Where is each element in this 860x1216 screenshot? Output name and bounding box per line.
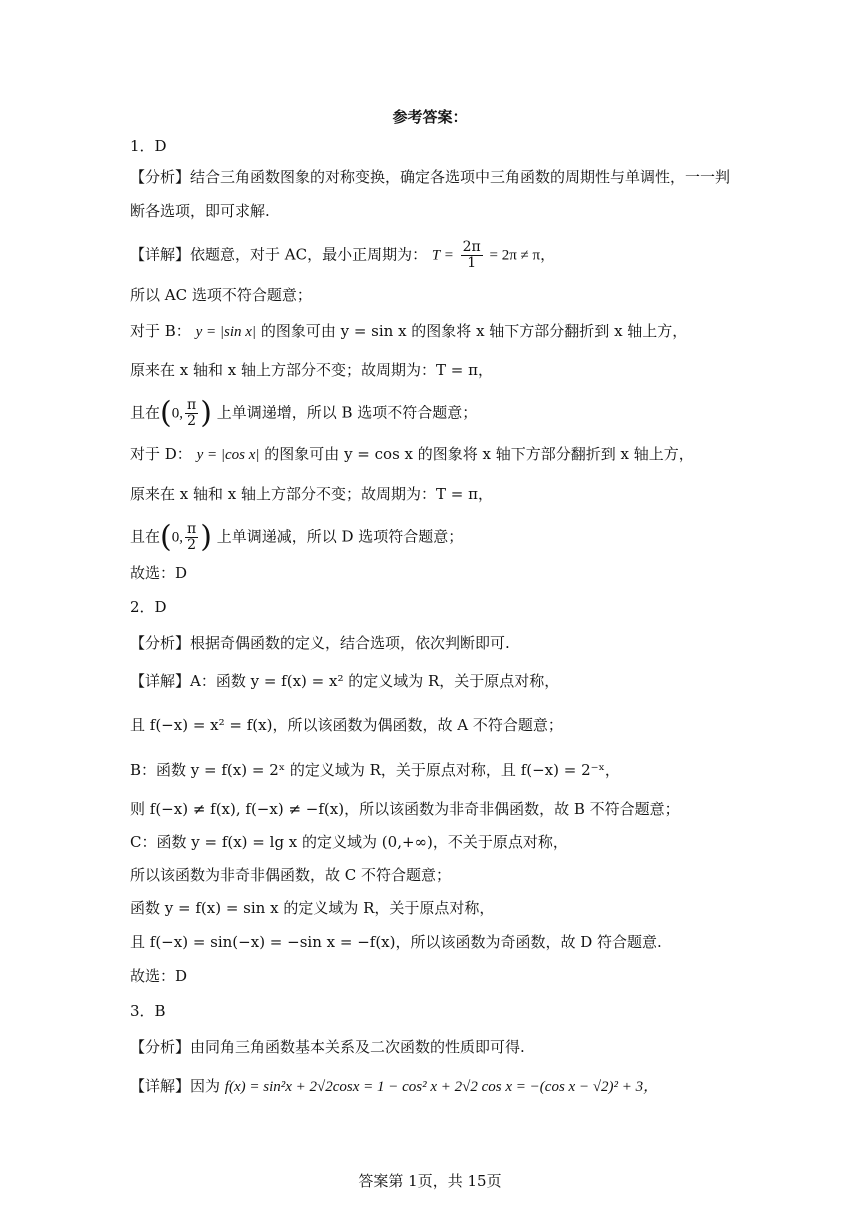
q1-interval-fraction bbox=[185, 398, 198, 429]
q2-detail-c2: 所以该函数为非奇非偶函数，故 C 不符合题意； bbox=[130, 866, 452, 884]
q1-analysis: 【分析】结合三角函数图象的对称变换，确定各选项中三角函数的周期性与单调性，一一判 bbox=[130, 168, 731, 186]
q1-analysis-cont: 断各选项，即可求解. bbox=[130, 202, 270, 220]
q1-detail-prefix: 【详解】依题意，对于 AC，最小正周期为： bbox=[130, 245, 428, 264]
q2-detail-b1: B：函数 y = f(x) = 2ˣ 的定义域为 R，关于原点对称，且 f(−x) = 2⁻ˣ， bbox=[130, 761, 620, 779]
q1-interval-desc: 上单调递增，所以 B 选项不符合题意； bbox=[216, 403, 478, 422]
q1-detail-line-3 bbox=[130, 321, 687, 342]
q1-detail-line-1 bbox=[130, 240, 555, 271]
q1-option-d-label: 对于 D： bbox=[130, 445, 192, 463]
q1-detail-line-5 bbox=[130, 395, 478, 431]
q2-detail-e2: 且 f(−x) = sin(−x) = −sin x = −f(x)，所以该函数为奇函数，故 D 符合题意. bbox=[130, 933, 662, 951]
q1-abs-sin-expr: y = |sin x| bbox=[195, 324, 257, 340]
page-title: 参考答案： bbox=[392, 108, 468, 126]
q1-number: 1．D bbox=[130, 137, 167, 155]
page-footer: 答案第 1页，共 15页 bbox=[358, 1172, 502, 1190]
q1-period-fraction bbox=[461, 240, 483, 271]
q1-detail-line-4: 原来在 x 轴和 x 轴上方部分不变；故周期为：T = π， bbox=[130, 361, 493, 379]
q1-interval2-desc: 上单调递减，所以 D 选项符合题意； bbox=[216, 527, 464, 546]
q1-interval2-den: 2 bbox=[187, 537, 197, 553]
q2-detail-b2: 则 f(−x) ≠ f(x), f(−x) ≠ −f(x)，所以该函数为非奇非偶函数，故 B 不符合题意； bbox=[130, 800, 680, 818]
q1-option-d-desc: 的图象可由 y = cos x 的图象将 x 轴下方部分翻折到 x 轴上方， bbox=[264, 445, 694, 463]
q1-detail-line-8 bbox=[130, 519, 464, 555]
right-paren: ) bbox=[200, 395, 212, 431]
q1-option-b-label: 对于 B： bbox=[130, 322, 191, 340]
q1-detail-line-6 bbox=[130, 444, 694, 465]
q1-interval-prefix: 且在 bbox=[130, 403, 161, 422]
q1-interval-den: 2 bbox=[187, 413, 197, 429]
q2-detail-a2: 且 f(−x) = x² = f(x)，所以该函数为偶函数，故 A 不符合题意； bbox=[130, 716, 563, 734]
q2-detail-c1: C：函数 y = f(x) = lg x 的定义域为 (0,+∞)，不关于原点对称， bbox=[130, 833, 568, 851]
q1-detail-line-2: 所以 AC 选项不符合题意； bbox=[130, 286, 312, 304]
q1-interval-num: π bbox=[186, 397, 197, 413]
right-paren: ) bbox=[200, 519, 212, 555]
q2-detail-e1: 函数 y = f(x) = sin x 的定义域为 R，关于原点对称， bbox=[130, 899, 495, 917]
q3-number: 3．B bbox=[130, 1002, 166, 1020]
q1-detail-line-7: 原来在 x 轴和 x 轴上方部分不变；故周期为：T = π， bbox=[130, 485, 493, 503]
q2-analysis: 【分析】根据奇偶函数的定义，结合选项，依次判断即可. bbox=[130, 634, 510, 652]
q1-period-result: = 2π ≠ π， bbox=[489, 247, 556, 264]
q1-interval2-prefix: 且在 bbox=[130, 527, 161, 546]
q1-interval2-fraction bbox=[185, 522, 198, 553]
q1-conclusion: 故选：D bbox=[130, 564, 188, 582]
q3-detail-prefix: 【详解】因为 bbox=[130, 1077, 221, 1095]
q3-function-expr: f(x) = sin²x + 2√2cosx = 1 − cos² x + 2√2 cos x = −(cos x − √2)² + 3， bbox=[224, 1079, 659, 1095]
left-paren: ( bbox=[160, 395, 172, 431]
q2-number: 2．D bbox=[130, 598, 167, 616]
q2-conclusion: 故选：D bbox=[130, 967, 188, 985]
q1-interval-start: 0, bbox=[171, 405, 183, 422]
q1-abs-cos-expr: y = |cos x| bbox=[196, 447, 260, 463]
q1-option-b-desc: 的图象可由 y = sin x 的图象将 x 轴下方部分翻折到 x 轴上方， bbox=[260, 322, 688, 340]
q1-period-symbol: T = bbox=[431, 247, 454, 264]
q1-fraction-numerator: 2π bbox=[462, 239, 481, 255]
q2-detail-a1: 【详解】A：函数 y = f(x) = x² 的定义域为 R，关于原点对称， bbox=[130, 672, 560, 690]
q1-interval2-num: π bbox=[186, 521, 197, 537]
q1-interval2-start: 0, bbox=[171, 529, 183, 546]
q1-fraction-denominator: 1 bbox=[467, 255, 477, 271]
left-paren: ( bbox=[160, 519, 172, 555]
q3-analysis: 【分析】由同角三角函数基本关系及二次函数的性质即可得. bbox=[130, 1038, 525, 1056]
q3-detail-line-1 bbox=[130, 1076, 658, 1097]
